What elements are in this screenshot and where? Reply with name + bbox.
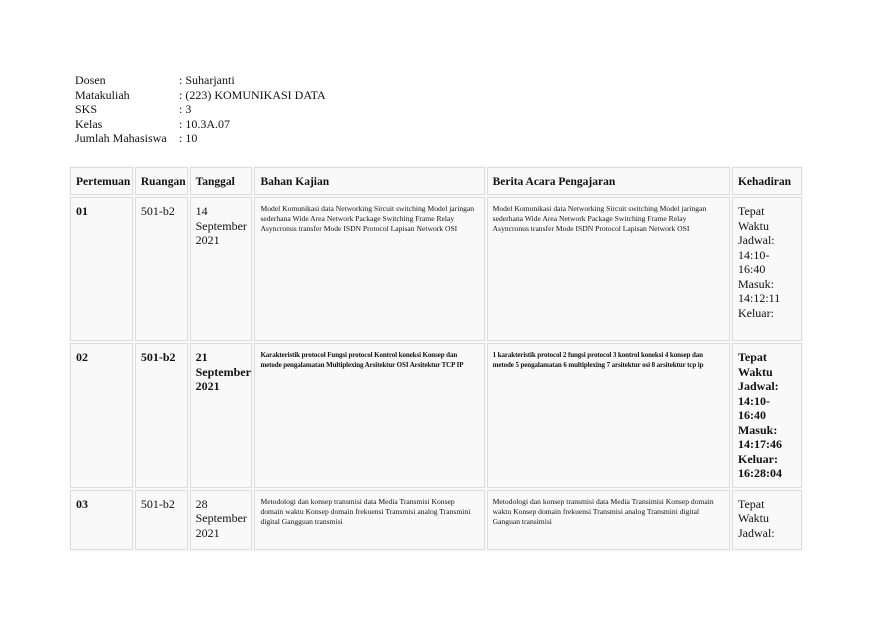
table-row [70,490,802,550]
dosen-value: : Suharjanti [179,73,235,87]
pertemuan-cell: 03 [70,490,133,550]
course-info [75,73,326,146]
kehadiran-line: Tepat [737,204,765,218]
kehadiran-line: Waktu [737,511,770,525]
col-tanggal: Tanggal [190,167,253,195]
attendance-table-wrapper [68,165,804,552]
berita-acara-cell: 1 karakteristik protocol 2 fungsi protocol 3 kontrol koneksi 4 konsep dan metode 5 pengalamatan 6 multiplexing 7 arsitektur osi 8 arsitektur tcp ip [487,343,730,488]
kehadiran-line: 16:28:04 [737,466,782,480]
tanggal-cell: 28 September 2021 [190,490,253,550]
jumlah-label: Jumlah Mahasiswa [75,131,167,146]
col-berita-acara: Berita Acara Pengajaran [487,167,730,195]
kehadiran-line: Masuk: [737,276,774,291]
matakuliah-row [75,88,326,103]
tanggal-cell: 14 September 2021 [190,197,253,341]
bahan-kajian-cell: Metodologi dan konsep transmisi data Media Transmisi Konsep domain waktu Konsep domain frekuensi Transmisi analog Transmini digital Gangguan transmisi [254,490,484,550]
pertemuan-cell: 02 [70,343,133,488]
ruangan-cell: 501-b2 [135,490,188,550]
berita-acara-cell: Metodologi dan konsep transmisi data Media Transimisi Konsep domain waktu Konsep domain frekuensi Transmisi analog Transmini digital Ganguan transimisi [487,490,730,550]
ruangan-cell: 501-b2 [135,343,188,488]
bahan-kajian-cell: Karakteristik protocol Fungsi protocol Kontrol koneksi Konsep dan metode pengalamatan Multiplexing Arsitektur OSI Arsitektur TCP IP [254,343,484,488]
dosen-label: Dosen [75,73,106,87]
kehadiran-line: 14:10- [737,247,770,262]
kehadiran-cell [732,343,802,488]
kehadiran-line: Masuk: [737,422,778,437]
bahan-kajian-cell: Model Komunikasi data Networking Sircuit switching Model jaringan sederhana Wide Area Network Package Switching Frame Relay Asyncronus transfer Mode ISDN Protocol Lapisan Network OSI [254,197,484,341]
table-row [70,197,802,341]
tanggal-cell: 21 September 2021 [190,343,253,488]
kehadiran-line: Keluar: [737,451,778,466]
col-ruangan: Ruangan [135,167,188,195]
col-bahan-kajian: Bahan Kajian [254,167,484,195]
kehadiran-line: Jadwal: [737,379,779,393]
jumlah-value: : 10 [179,131,198,146]
table-header-row [70,167,802,195]
matakuliah-label: Matakuliah [75,87,130,102]
attendance-table [68,165,804,552]
kehadiran-line: 14:17:46 [737,437,782,451]
kehadiran-line: Keluar: [737,305,774,320]
ruangan-cell: 501-b2 [135,197,188,341]
col-kehadiran: Kehadiran [732,167,802,195]
berita-acara-cell: Model Komunikasi data Networking Sircuit switching Model jaringan sederhana Wide Area Network Package Switching Frame Relay Asyncronus transfer Mode ISDN Protocol Lapisan Network OSI [487,197,730,341]
kehadiran-line: Jadwal: [737,525,775,540]
kehadiran-line: 14:10- [737,393,770,408]
jumlah-row [75,131,326,146]
kelas-label: Kelas [75,116,103,131]
kehadiran-line: Waktu [737,364,773,379]
kehadiran-cell [732,197,802,341]
kehadiran-line: Tepat [737,496,765,511]
sks-row [75,102,326,117]
kelas-row [75,117,326,132]
kehadiran-line: 14:12:11 [737,291,781,305]
kehadiran-line: 16:40 [737,408,766,422]
kehadiran-line: Tepat [737,350,767,364]
sks-label: SKS [75,102,98,117]
kehadiran-line: Jadwal: [737,233,775,247]
matakuliah-value: : (223) KOMUNIKASI DATA [179,87,326,102]
kelas-value: : 10.3A.07 [179,116,230,131]
dosen-row [75,73,326,88]
kehadiran-line: Waktu [737,218,770,233]
pertemuan-cell: 01 [70,197,133,341]
col-pertemuan: Pertemuan [70,167,133,195]
kehadiran-line: 16:40 [737,262,766,276]
sks-value: : 3 [179,102,192,117]
kehadiran-cell [732,490,802,550]
table-row [70,343,802,488]
